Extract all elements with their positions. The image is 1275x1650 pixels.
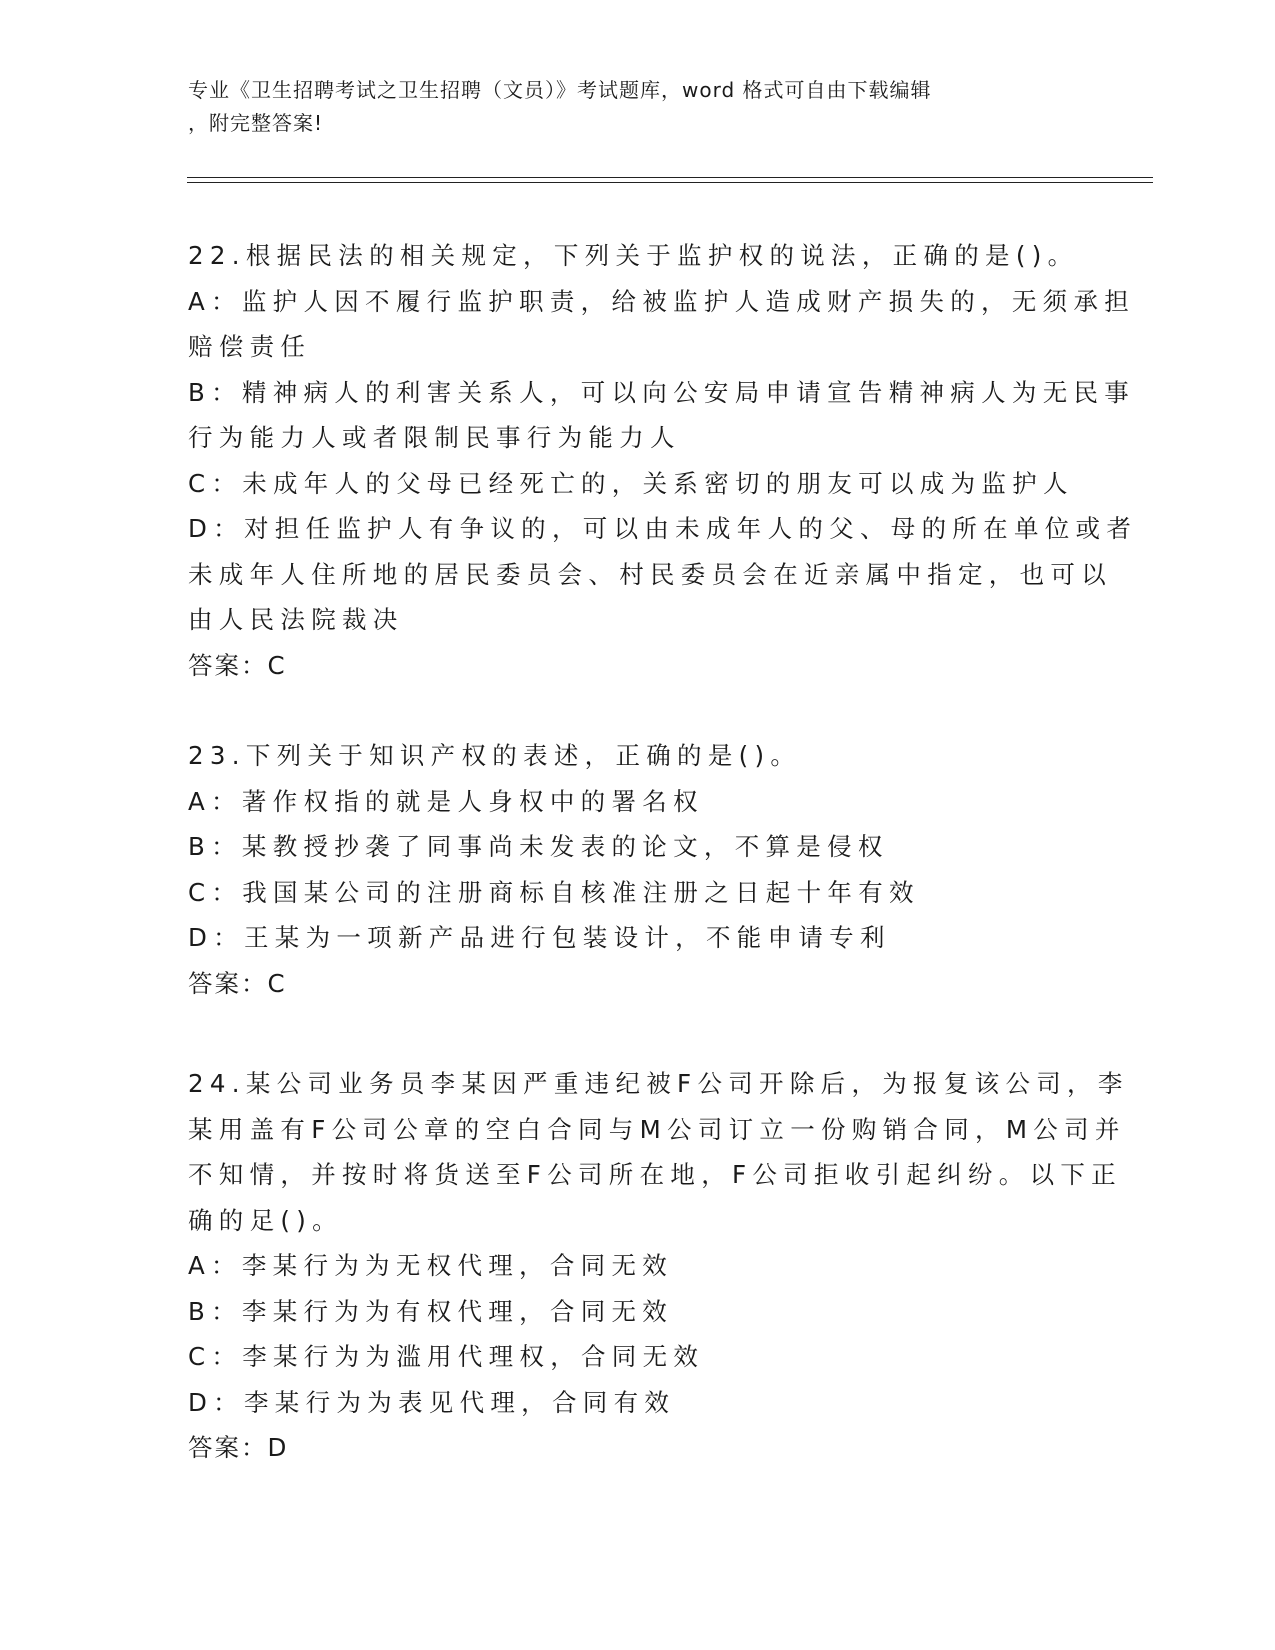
option-b: B：精神病人的利害关系人，可以向公安局申请宣告精神病人为无民事 xyxy=(188,377,1136,407)
question-stem: 24.某公司业务员李某因严重违纪被F公司开除后，为报复该公司，李 xyxy=(188,1069,1129,1098)
header-rule-bottom xyxy=(187,182,1153,183)
document-header xyxy=(188,74,1088,140)
question-stem-cont: 不知情，并按时将货送至F公司所在地，F公司拒收引起纠纷。以下正 xyxy=(188,1160,1122,1189)
header-rule-top xyxy=(187,177,1153,178)
question-22 xyxy=(188,233,1138,688)
option-a: A：监护人因不履行监护职责，给被监护人造成财产损失的，无须承担 xyxy=(188,286,1136,316)
header-line-1: 专业《卫生招聘考试之卫生招聘（文员）》考试题库，word 格式可自由下载编辑 xyxy=(188,78,932,102)
option-a: A：李某行为为无权代理，合同无效 xyxy=(188,1251,674,1280)
header-line-2: ，附完整答案! xyxy=(188,111,324,135)
question-23 xyxy=(188,733,1088,1006)
option-b: B：李某行为为有权代理，合同无效 xyxy=(188,1296,674,1326)
option-c: C：未成年人的父母已经死亡的，关系密切的朋友可以成为监护人 xyxy=(188,468,1074,498)
option-a: A：著作权指的就是人身权中的署名权 xyxy=(188,786,704,816)
option-b: B：某教授抄袭了同事尚未发表的论文，不算是侵权 xyxy=(188,832,889,861)
question-stem: 22.根据民法的相关规定，下列关于监护权的说法，正确的是()。 xyxy=(188,241,1079,270)
option-b-cont: 行为能力人或者限制民事行为能力人 xyxy=(188,423,681,452)
option-d: D：对担任监护人有争议的，可以由未成年人的父、母的所在单位或者 xyxy=(188,514,1138,543)
question-stem-cont: 某用盖有F公司公章的空白合同与M公司订立一份购销合同，M公司并 xyxy=(188,1114,1126,1144)
option-c: C：李某行为为滥用代理权，合同无效 xyxy=(188,1342,705,1371)
question-stem-cont: 确的足()。 xyxy=(188,1205,343,1235)
option-d: D：李某行为为表见代理，合同有效 xyxy=(188,1387,676,1417)
option-c: C：我国某公司的注册商标自核准注册之日起十年有效 xyxy=(188,877,920,907)
answer: 答案：C xyxy=(188,968,287,998)
option-a-cont: 赔偿责任 xyxy=(188,332,312,361)
option-d: D：王某为一项新产品进行包装设计，不能申请专利 xyxy=(188,923,891,952)
question-24 xyxy=(188,1061,1129,1471)
question-stem: 23.下列关于知识产权的表述，正确的是()。 xyxy=(188,741,802,770)
answer: 答案：C xyxy=(188,650,287,680)
option-d-cont: 未成年人住所地的居民委员会、村民委员会在近亲属中指定，也可以 xyxy=(188,559,1112,589)
answer: 答案：D xyxy=(188,1433,289,1462)
option-d-cont: 由人民法院裁决 xyxy=(188,605,404,634)
